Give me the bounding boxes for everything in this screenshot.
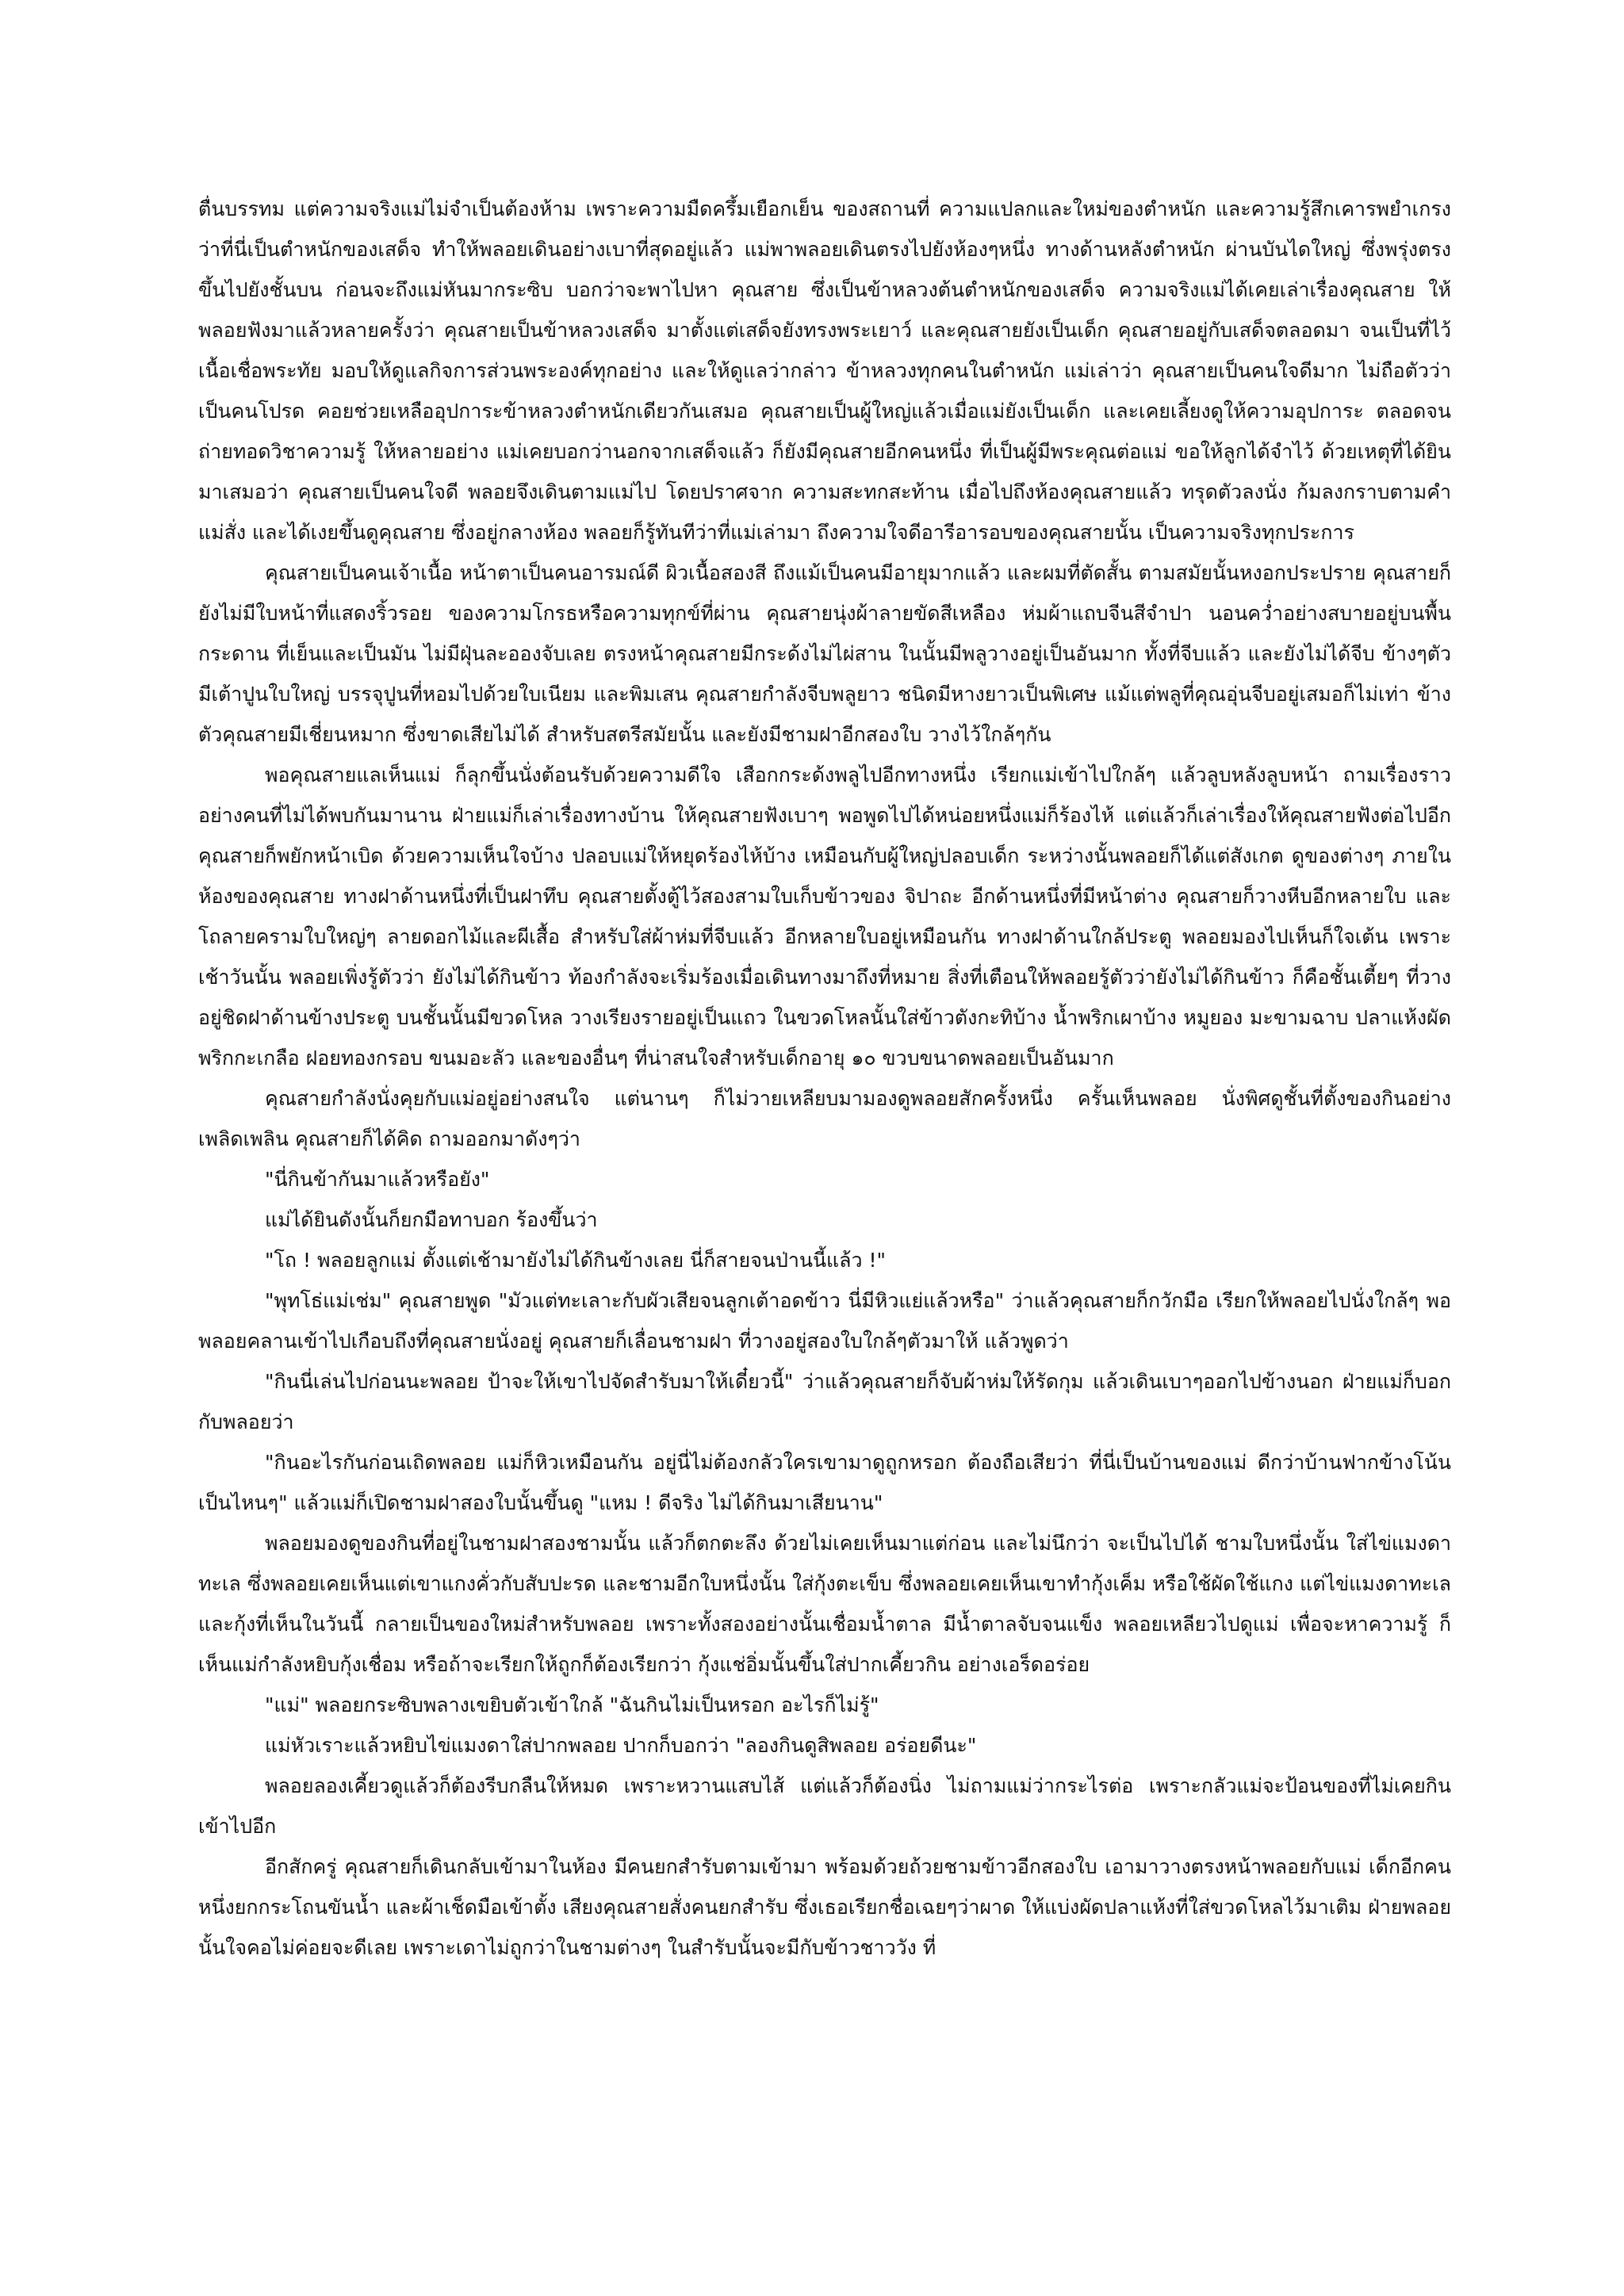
paragraph: คุณสายเป็นคนเจ้าเนื้อ หน้าตาเป็นคนอารมณ์ดี ผิวเนื้อสองสี ถึงแม้เป็นคนมีอายุมากแล้ว และผมที่ตัดสั้น ตามสมัยนั้นหงอกประปราย คุณสายก็ยังไม่มีใบหน้าที่แสดงริ้วรอย ของความโกรธหรือความทุกข์ที่ผ่าน คุณสายนุ่งผ้าลายขัดสีเหลือง ห่มผ้าแถบจีนสีจำปา นอนคว่ำอย่างสบายอยู่บนพื้นกระดาน ที่เย็นและเป็นมัน ไม่มีฝุ่นละอองจับเลย ตรงหน้าคุณสายมีกระด้งไม่ไผ่สาน ในนั้นมีพลูวางอยู่เป็นอันมาก ทั้งที่จีบแล้ว และยังไม่ได้จีบ ข้างๆตัวมีเต้าปูนใบใหญ่ บรรจุปูนที่หอมไปด้วยใบเนียม และพิมเสน คุณสายกำลังจีบพลูยาว ชนิดมีหางยาวเป็นพิเศษ แม้แต่พลูที่คุณอุ่นจีบอยู่เสมอก็ไม่เท่า ข้างตัวคุณสายมีเชี่ยนหมาก ซึ่งขาดเสียไม่ได้ สำหรับสตรีสมัยนั้น และยังมีชามฝาอีกสองใบ วางไว้ใกล้ๆกัน [198,561,1451,746]
paragraph: พอคุณสายแลเห็นแม่ ก็ลุกขึ้นนั่งต้อนรับด้วยความดีใจ เสือกกระด้งพลูไปอีกทางหนึ่ง เรียกแม่เข้าไปใกล้ๆ แล้วลูบหลังลูบหน้า ถามเรื่องราวอย่างคนที่ไม่ได้พบกันมานาน ฝ่ายแม่ก็เล่าเรื่องทางบ้าน ให้คุณสายฟังเบาๆ พอพูดไปได้หน่อยหนึ่งแม่ก็ร้องไห้ แต่แล้วก็เล่าเรื่องให้คุณสายฟังต่อไปอีก คุณสายก็พยักหน้าเบิด ด้วยความเห็นใจบ้าง ปลอบแม่ให้หยุดร้องไห้บ้าง เหมือนกับผู้ใหญ่ปลอบเด็ก ระหว่างนั้นพลอยก็ได้แต่สังเกต ดูของต่างๆ ภายในห้องของคุณสาย ทางฝาด้านหนึ่งที่เป็นฝาทึบ คุณสายตั้งตู้ไว้สองสามใบเก็บข้าวของ จิปาถะ อีกด้านหนึ่งที่มีหน้าต่าง คุณสายก็วางหีบอีกหลายใบ และโถลายครามใบใหญ่ๆ ลายดอกไม้และผีเสื้อ สำหรับใส่ผ้าห่มที่จีบแล้ว อีกหลายใบอยู่เหมือนกัน ทางฝาด้านใกล้ประตู พลอยมองไปเห็นก็ใจเต้น เพราะเช้าวันนั้น พลอยเพิ่งรู้ตัวว่า ยังไม่ได้กินข้าว ท้องกำลังจะเริ่มร้องเมื่อเดินทางมาถึงที่หมาย สิ่งที่เตือนให้พลอยรู้ตัวว่ายังไม่ได้กินข้าว ก็คือชั้นเตี้ยๆ ที่วางอยู่ชิดฝาด้านข้างประตู บนชั้นนั้นมีขวดโหล วางเรียงรายอยู่เป็นแถว ในขวดโหลนั้นใส่ข้าวตังกะทิบ้าง น้ำพริกเผาบ้าง หมูยอง มะขามฉาบ ปลาแห้งผัด พริกกะเกลือ ฝอยทองกรอบ ขนมอะลัว และของอื่นๆ ที่น่าสนใจสำหรับเด็กอายุ ๑๐ ขวบขนาดพลอยเป็นอันมาก [198,763,1451,1070]
dialogue-line: "แม่" พลอยกระซิบพลางเขยิบตัวเข้าใกล้ "ฉันกินไม่เป็นหรอก อะไรก็ไม่รู้" [265,1693,879,1716]
paragraph: พลอยลองเคี้ยวดูแล้วก็ต้องรีบกลืนให้หมด เพราะหวานแสบไส้ แต่แล้วก็ต้องนิ่ง ไม่ถามแม่ว่ากระไรต่อ เพราะกลัวแม่จะป้อนของที่ไม่เคยกินเข้าไปอีก [198,1774,1451,1838]
paragraph: คุณสายกำลังนั่งคุยกับแม่อยู่อย่างสนใจ แต่นานๆ ก็ไม่วายเหลียบมามองดูพลอยสักครั้งหนึ่ง ครั้นเห็นพลอย นั่งพิศดูชั้นที่ตั้งของกินอย่างเพลิดเพลิน คุณสายก็ได้คิด ถามออกมาดังๆว่า [198,1087,1451,1150]
paragraph: "พุทโธ่แม่เช่ม" คุณสายพูด "มัวแต่ทะเลาะกับผัวเสียจนลูกเต้าอดข้าว นี่มีหิวแย่แล้วหรือ" ว่าแล้วคุณสายก็กวักมือ เรียกให้พลอยไปนั่งใกล้ๆ พอพลอยคลานเข้าไปเกือบถึงที่คุณสายนั่งอยู่ คุณสายก็เลื่อนชามฝา ที่วางอยู่สองใบใกล้ๆตัวมาให้ แล้วพูดว่า [198,1289,1451,1353]
body-text [198,189,1451,1968]
paragraph: "กินอะไรกันก่อนเถิดพลอย แม่ก็หิวเหมือนกัน อยู่นี่ไม่ต้องกลัวใครเขามาดูถูกหรอก ต้องถือเสียว่า ที่นี่เป็นบ้านของแม่ ดีกว่าบ้านฟากข้างโน้นเป็นไหนๆ" แล้วแม่ก็เปิดชามฝาสองใบนั้นขึ้นดู "แหม ! ดีจริง ไม่ได้กินมาเสียนาน" [198,1451,1451,1514]
paragraph: ตื่นบรรทม แต่ความจริงแม่ไม่จำเป็นต้องห้าม เพราะความมืดครึ้มเยือกเย็น ของสถานที่ ความแปลกและใหม่ของตำหนัก และความรู้สึกเคารพยำเกรง ว่าที่นี่เป็นตำหนักของเสด็จ ทำให้พลอยเดินอย่างเบาที่สุดอยู่แล้ว แม่พาพลอยเดินตรงไปยังห้องๆหนึ่ง ทางด้านหลังตำหนัก ผ่านบันไดใหญ่ ซึ่งพรุ่งตรงขึ้นไปยังชั้นบน ก่อนจะถึงแม่หันมากระซิบ บอกว่าจะพาไปหา คุณสาย ซึ่งเป็นข้าหลวงต้นตำหนักของเสด็จ ความจริงแม่ได้เคยเล่าเรื่องคุณสาย ให้พลอยฟังมาแล้วหลายครั้งว่า คุณสายเป็นข้าหลวงเสด็จ มาตั้งแต่เสด็จยังทรงพระเยาว์ และคุณสายยังเป็นเด็ก คุณสายอยู่กับเสด็จตลอดมา จนเป็นที่ไว้เนื้อเชื่อพระทัย มอบให้ดูแลกิจการส่วนพระองค์ทุกอย่าง และให้ดูแลว่ากล่าว ข้าหลวงทุกคนในตำหนัก แม่เล่าว่า คุณสายเป็นคนใจดีมาก ไม่ถือตัวว่าเป็นคนโปรด คอยช่วยเหลืออุปการะข้าหลวงตำหนักเดียวกันเสมอ คุณสายเป็นผู้ใหญ่แล้วเมื่อแม่ยังเป็นเด็ก และเคยเลี้ยงดูให้ความอุปการะ ตลอดจนถ่ายทอดวิชาความรู้ ให้หลายอย่าง แม่เคยบอกว่านอกจากเสด็จแล้ว ก็ยังมีคุณสายอีกคนหนึ่ง ที่เป็นผู้มีพระคุณต่อแม่ ขอให้ลูกได้จำไว้ ด้วยเหตุที่ได้ยินมาเสมอว่า คุณสายเป็นคนใจดี พลอยจึงเดินตามแม่ไป โดยปราศจาก ความสะทกสะท้าน เมื่อไปถึงห้องคุณสายแล้ว ทรุดตัวลงนั่ง ก้มลงกราบตามคำแม่สั่ง และได้เงยขึ้นดูคุณสาย ซึ่งอยู่กลางห้อง พลอยก็รู้ทันทีว่าที่แม่เล่ามา ถึงความใจดีอารีอารอบของคุณสายนั้น เป็นความจริงทุกประการ [198,197,1451,544]
dialogue-line: "นี่กินข้ากันมาแล้วหรือยัง" [265,1168,490,1191]
dialogue-line: แม่หัวเราะแล้วหยิบไข่แมงดาใส่ปากพลอย ปากก็บอกว่า "ลองกินดูสิพลอย อร่อยดีนะ" [265,1734,977,1757]
paragraph: อีกสักครู่ คุณสายก็เดินกลับเข้ามาในห้อง มีคนยกสำรับตามเข้ามา พร้อมด้วยถ้วยชามข้าวอีกสองใบ เอามาวางตรงหน้าพลอยกับแม่ เด็กอีกคนหนึ่งยกกระโถนขันน้ำ และผ้าเช็ดมือเข้าตั้ง เสียงคุณสายสั่งคนยกสำรับ ซึ่งเธอเรียกชื่อเฉยๆว่าผาด ให้แบ่งผัดปลาแห้งที่ใส่ขวดโหลไว้มาเติม ฝ่ายพลอยนั้นใจคอไม่ค่อยจะดีเลย เพราะเดาไม่ถูกว่าในชามต่างๆ ในสำรับนั้นจะมีกับข้าวชาววัง ที่ [198,1855,1451,1959]
dialogue-line: "โถ ! พลอยลูกแม่ ตั้งแต่เช้ามายังไม่ได้กินข้างเลย นี่ก็สายจนป่านนี้แล้ว !" [265,1249,886,1272]
paragraph: แม่ได้ยินดังนั้นก็ยกมือทาบอก ร้องขึ้นว่า [265,1208,598,1231]
paragraph: "กินนี่เล่นไปก่อนนะพลอย ป้าจะให้เขาไปจัดสำรับมาให้เดี๋ยวนี้" ว่าแล้วคุณสายก็จับผ้าห่มให้รัดกุม แล้วเดินเบาๆออกไปข้างนอก ฝ่ายแม่ก็บอกกับพลอยว่า [198,1370,1451,1433]
paragraph: พลอยมองดูของกินที่อยู่ในชามฝาสองชามนั้น แล้วก็ตกตะลึง ด้วยไม่เคยเห็นมาแต่ก่อน และไม่นึกว่า จะเป็นไปได้ ชามใบหนึ่งนั้น ใส่ไข่แมงดาทะเล ซึ่งพลอยเคยเห็นแต่เขาแกงคั่วกับสับปะรด และชามอีกใบหนึ่งนั้น ใส่กุ้งตะเข็บ ซึ่งพลอยเคยเห็นเขาทำกุ้งเค็ม หรือใช้ผัดใช้แกง แต่ไข่แมงดาทะเลและกุ้งที่เห็นในวันนี้ กลายเป็นของใหม่สำหรับพลอย เพราะทั้งสองอย่างนั้นเชื่อมน้ำตาล มีน้ำตาลจับจนแข็ง พลอยเหลียวไปดูแม่ เพื่อจะหาความรู้ ก็เห็นแม่กำลังหยิบกุ้งเชื่อม หรือถ้าจะเรียกให้ถูกก็ต้องเรียกว่า กุ้งแช่อิ่มนั้นขึ้นใส่ปากเคี้ยวกิน อย่างเอร็ดอร่อย [198,1532,1451,1676]
